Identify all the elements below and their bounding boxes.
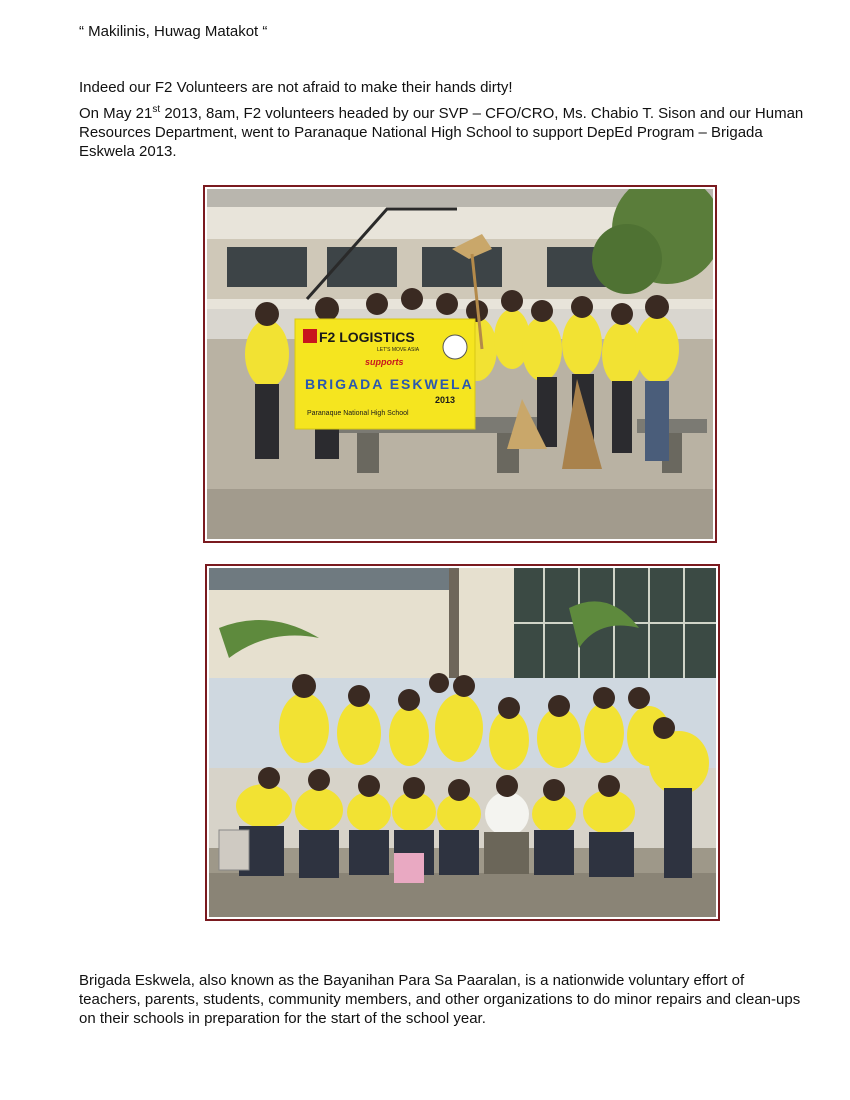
banner-event: BRIGADA ESKWELA — [305, 376, 474, 392]
photo-group-two-rows — [205, 564, 720, 921]
photo-group-with-banner — [203, 185, 717, 543]
photo-group-with-banner-image — [207, 189, 713, 539]
page-heading: “ Makilinis, Huwag Matakot “ — [79, 23, 268, 40]
photo-group-two-rows-image — [209, 568, 716, 917]
closing-paragraph: Brigada Eskwela, also known as the Bayanihan Para Sa Paaralan, is a nationwide voluntary effort of teachers, parents, students, community members, and other organizations to do minor repairs and clean-ups on their schools in preparation for the start of the school year. — [79, 972, 801, 1027]
event-date-superscript: st — [152, 104, 161, 115]
event-text-prefix: On May 21 — [79, 105, 153, 122]
banner-school: Paranaque National High School — [307, 410, 409, 417]
event-text-rest: 2013, 8am, F2 volunteers headed by our SVP – CFO/CRO, Ms. Chabio T. Sison and our Human Resources Department, went to Paranaque National High School to support DepEd Program – Brigada Eskwela 2013. — [79, 105, 804, 160]
intro-paragraph: Indeed our F2 Volunteers are not afraid to make their hands dirty! — [79, 79, 513, 96]
banner-year: 2013 — [435, 395, 456, 405]
banner-title: F2 LOGISTICS — [319, 329, 415, 345]
banner-tagline: LET'S MOVE ASIA — [377, 347, 420, 353]
event-paragraph — [79, 104, 809, 161]
banner-supports: supports — [365, 357, 404, 367]
